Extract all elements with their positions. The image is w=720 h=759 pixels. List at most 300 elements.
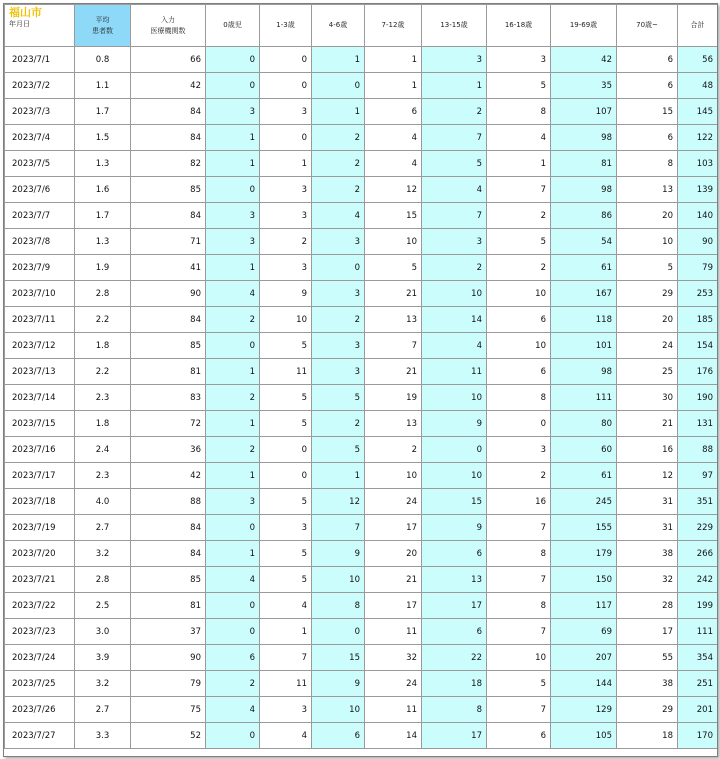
age-count-cell: 3	[487, 47, 551, 73]
age-count-cell: 24	[365, 671, 422, 697]
age-count-cell: 2	[422, 99, 487, 125]
age-count-cell: 8	[487, 541, 551, 567]
age-count-cell: 129	[551, 697, 617, 723]
age-count-cell: 5	[312, 437, 365, 463]
age-count-cell: 98	[551, 125, 617, 151]
date-cell: 2023/7/21	[5, 567, 75, 593]
hospitals-cell: 84	[131, 99, 206, 125]
age-count-cell: 0	[487, 411, 551, 437]
age-count-cell: 2	[312, 151, 365, 177]
age-count-cell: 9	[422, 411, 487, 437]
age-count-cell: 15	[422, 489, 487, 515]
total-cell: 103	[678, 151, 718, 177]
age-count-cell: 2	[487, 463, 551, 489]
date-cell: 2023/7/14	[5, 385, 75, 411]
age-count-cell: 144	[551, 671, 617, 697]
total-cell: 111	[678, 619, 718, 645]
age-count-cell: 2	[312, 307, 365, 333]
age-count-cell: 5	[487, 671, 551, 697]
age-count-cell: 6	[487, 723, 551, 749]
avg-patients-cell: 2.5	[75, 593, 131, 619]
age-count-cell: 7	[312, 515, 365, 541]
age-count-cell: 0	[260, 47, 312, 73]
age-count-cell: 7	[487, 567, 551, 593]
hospitals-cell: 81	[131, 593, 206, 619]
age-count-cell: 1	[422, 73, 487, 99]
age-count-cell: 31	[617, 515, 678, 541]
age-count-cell: 2	[260, 229, 312, 255]
total-cell: 201	[678, 697, 718, 723]
date-cell: 2023/7/22	[5, 593, 75, 619]
date-cell: 2023/7/11	[5, 307, 75, 333]
age-count-cell: 7	[487, 619, 551, 645]
age-count-cell: 14	[422, 307, 487, 333]
hospitals-cell: 42	[131, 463, 206, 489]
age-count-cell: 10	[422, 463, 487, 489]
date-cell: 2023/7/15	[5, 411, 75, 437]
age-count-cell: 4	[260, 593, 312, 619]
age-count-cell: 0	[206, 723, 260, 749]
age-count-cell: 12	[312, 489, 365, 515]
hospitals-cell: 82	[131, 151, 206, 177]
age-count-cell: 17	[365, 515, 422, 541]
age-count-cell: 4	[422, 177, 487, 203]
table-row	[5, 255, 718, 281]
age-count-cell: 80	[551, 411, 617, 437]
age-count-cell: 10	[617, 229, 678, 255]
avg-patients-cell: 1.7	[75, 99, 131, 125]
age-count-cell: 69	[551, 619, 617, 645]
age-count-cell: 54	[551, 229, 617, 255]
age-count-cell: 3	[206, 99, 260, 125]
age-count-cell: 5	[260, 411, 312, 437]
age-count-cell: 3	[206, 229, 260, 255]
avg-patients-cell: 2.2	[75, 307, 131, 333]
hospitals-cell: 84	[131, 541, 206, 567]
avg-patients-cell: 3.9	[75, 645, 131, 671]
total-cell: 79	[678, 255, 718, 281]
age-count-cell: 6	[617, 125, 678, 151]
age-count-cell: 21	[365, 281, 422, 307]
age-header-5: 16-18歳	[487, 5, 551, 47]
date-cell: 2023/7/27	[5, 723, 75, 749]
date-cell: 2023/7/12	[5, 333, 75, 359]
age-header-6: 19-69歳	[551, 5, 617, 47]
age-count-cell: 17	[365, 593, 422, 619]
hosp-label-line2: 医療機関数	[150, 26, 186, 35]
date-cell: 2023/7/18	[5, 489, 75, 515]
hospitals-cell: 52	[131, 723, 206, 749]
age-count-cell: 10	[260, 307, 312, 333]
age-count-cell: 18	[422, 671, 487, 697]
hospitals-cell: 81	[131, 359, 206, 385]
age-count-cell: 1	[365, 47, 422, 73]
age-count-cell: 32	[617, 567, 678, 593]
table-row	[5, 541, 718, 567]
age-count-cell: 18	[617, 723, 678, 749]
table-row	[5, 723, 718, 749]
age-count-cell: 38	[617, 541, 678, 567]
age-count-cell: 25	[617, 359, 678, 385]
total-cell: 242	[678, 567, 718, 593]
age-count-cell: 5	[260, 385, 312, 411]
age-count-cell: 20	[617, 203, 678, 229]
age-count-cell: 1	[206, 359, 260, 385]
age-count-cell: 3	[260, 203, 312, 229]
age-count-cell: 1	[312, 99, 365, 125]
date-cell: 2023/7/10	[5, 281, 75, 307]
age-count-cell: 3	[260, 515, 312, 541]
age-count-cell: 20	[365, 541, 422, 567]
total-cell: 170	[678, 723, 718, 749]
hospitals-cell: 84	[131, 203, 206, 229]
table-row	[5, 619, 718, 645]
age-count-cell: 2	[312, 177, 365, 203]
table-row	[5, 151, 718, 177]
hospitals-cell: 84	[131, 125, 206, 151]
table-row	[5, 463, 718, 489]
age-count-cell: 179	[551, 541, 617, 567]
age-count-cell: 16	[617, 437, 678, 463]
age-count-cell: 6	[422, 541, 487, 567]
age-count-cell: 15	[617, 99, 678, 125]
age-count-cell: 12	[365, 177, 422, 203]
table-row	[5, 177, 718, 203]
age-count-cell: 10	[422, 385, 487, 411]
hospitals-cell: 75	[131, 697, 206, 723]
age-count-cell: 107	[551, 99, 617, 125]
age-count-cell: 0	[260, 73, 312, 99]
age-count-cell: 1	[206, 125, 260, 151]
age-count-cell: 10	[422, 281, 487, 307]
total-cell: 122	[678, 125, 718, 151]
age-count-cell: 11	[365, 619, 422, 645]
age-count-cell: 3	[260, 177, 312, 203]
hospitals-cell: 37	[131, 619, 206, 645]
date-cell: 2023/7/3	[5, 99, 75, 125]
patient-count-table	[4, 4, 718, 749]
table-row	[5, 125, 718, 151]
date-cell: 2023/7/7	[5, 203, 75, 229]
age-count-cell: 1	[206, 541, 260, 567]
age-count-cell: 21	[365, 567, 422, 593]
total-header: 合計	[678, 5, 718, 47]
table-row	[5, 671, 718, 697]
avg-patients-cell: 0.8	[75, 47, 131, 73]
date-cell: 2023/7/6	[5, 177, 75, 203]
age-count-cell: 17	[617, 619, 678, 645]
age-count-cell: 4	[487, 125, 551, 151]
age-count-cell: 0	[206, 333, 260, 359]
age-count-cell: 3	[312, 359, 365, 385]
total-cell: 131	[678, 411, 718, 437]
city-name: 福山市	[9, 6, 42, 19]
age-count-cell: 1	[365, 73, 422, 99]
date-cell: 2023/7/13	[5, 359, 75, 385]
hospitals-cell: 83	[131, 385, 206, 411]
age-count-cell: 5	[365, 255, 422, 281]
date-cell: 2023/7/1	[5, 47, 75, 73]
table-row	[5, 697, 718, 723]
avg-patients-cell: 3.2	[75, 541, 131, 567]
avg-patients-cell: 1.1	[75, 73, 131, 99]
date-column-label: 年月日	[9, 20, 30, 28]
age-header-7: 70歳~	[617, 5, 678, 47]
age-count-cell: 8	[617, 151, 678, 177]
age-count-cell: 0	[422, 437, 487, 463]
age-count-cell: 30	[617, 385, 678, 411]
age-count-cell: 4	[312, 203, 365, 229]
age-header-2: 4-6歳	[312, 5, 365, 47]
avg-patients-cell: 3.0	[75, 619, 131, 645]
age-count-cell: 0	[260, 463, 312, 489]
hospitals-cell: 88	[131, 489, 206, 515]
age-count-cell: 150	[551, 567, 617, 593]
age-count-cell: 2	[487, 255, 551, 281]
age-count-cell: 2	[206, 671, 260, 697]
avg-patients-cell: 4.0	[75, 489, 131, 515]
hospitals-cell: 90	[131, 645, 206, 671]
age-count-cell: 5	[422, 151, 487, 177]
table-row	[5, 645, 718, 671]
hospitals-cell: 84	[131, 307, 206, 333]
table-row	[5, 229, 718, 255]
age-count-cell: 10	[487, 645, 551, 671]
date-cell: 2023/7/17	[5, 463, 75, 489]
age-count-cell: 0	[206, 619, 260, 645]
date-cell: 2023/7/16	[5, 437, 75, 463]
age-count-cell: 5	[487, 229, 551, 255]
age-count-cell: 0	[312, 619, 365, 645]
total-cell: 139	[678, 177, 718, 203]
age-count-cell: 10	[487, 333, 551, 359]
total-cell: 199	[678, 593, 718, 619]
age-count-cell: 22	[422, 645, 487, 671]
hospitals-cell: 41	[131, 255, 206, 281]
age-count-cell: 4	[422, 333, 487, 359]
age-count-cell: 2	[365, 437, 422, 463]
total-cell: 351	[678, 489, 718, 515]
age-count-cell: 7	[260, 645, 312, 671]
age-count-cell: 5	[260, 541, 312, 567]
hospitals-cell: 85	[131, 177, 206, 203]
age-count-cell: 0	[312, 255, 365, 281]
age-count-cell: 155	[551, 515, 617, 541]
total-cell: 229	[678, 515, 718, 541]
age-count-cell: 1	[206, 411, 260, 437]
age-count-cell: 6	[487, 307, 551, 333]
age-count-cell: 42	[551, 47, 617, 73]
age-count-cell: 16	[487, 489, 551, 515]
age-count-cell: 11	[365, 697, 422, 723]
table-row	[5, 385, 718, 411]
age-count-cell: 6	[206, 645, 260, 671]
age-count-cell: 6	[365, 99, 422, 125]
date-cell: 2023/7/9	[5, 255, 75, 281]
age-count-cell: 9	[422, 515, 487, 541]
age-count-cell: 3	[312, 333, 365, 359]
age-count-cell: 14	[365, 723, 422, 749]
avg-patients-cell: 1.7	[75, 203, 131, 229]
age-count-cell: 1	[312, 463, 365, 489]
age-count-cell: 15	[312, 645, 365, 671]
age-count-cell: 10	[365, 463, 422, 489]
age-count-cell: 1	[312, 47, 365, 73]
age-count-cell: 24	[617, 333, 678, 359]
age-count-cell: 15	[365, 203, 422, 229]
age-count-cell: 35	[551, 73, 617, 99]
date-cell: 2023/7/5	[5, 151, 75, 177]
age-count-cell: 6	[487, 359, 551, 385]
age-count-cell: 3	[206, 489, 260, 515]
age-count-cell: 17	[422, 593, 487, 619]
age-count-cell: 10	[365, 229, 422, 255]
avg-patients-cell: 1.6	[75, 177, 131, 203]
age-count-cell: 11	[260, 671, 312, 697]
age-count-cell: 6	[617, 73, 678, 99]
hospitals-cell: 85	[131, 333, 206, 359]
avg-patients-cell: 2.7	[75, 515, 131, 541]
age-count-cell: 9	[312, 541, 365, 567]
age-count-cell: 4	[260, 723, 312, 749]
age-count-cell: 3	[260, 99, 312, 125]
age-count-cell: 29	[617, 697, 678, 723]
hospitals-cell: 71	[131, 229, 206, 255]
total-cell: 88	[678, 437, 718, 463]
age-count-cell: 21	[617, 411, 678, 437]
hospitals-header	[131, 5, 206, 47]
age-count-cell: 117	[551, 593, 617, 619]
age-count-cell: 2	[206, 385, 260, 411]
table-row	[5, 203, 718, 229]
age-count-cell: 10	[312, 697, 365, 723]
date-cell: 2023/7/24	[5, 645, 75, 671]
table-row	[5, 567, 718, 593]
age-count-cell: 3	[260, 255, 312, 281]
age-count-cell: 7	[365, 333, 422, 359]
age-count-cell: 3	[422, 229, 487, 255]
avg-patients-cell: 2.8	[75, 567, 131, 593]
age-count-cell: 1	[206, 255, 260, 281]
age-count-cell: 1	[206, 463, 260, 489]
avg-patients-cell: 3.3	[75, 723, 131, 749]
age-count-cell: 31	[617, 489, 678, 515]
age-count-cell: 13	[365, 307, 422, 333]
age-count-cell: 8	[422, 697, 487, 723]
hospitals-cell: 84	[131, 515, 206, 541]
age-count-cell: 11	[422, 359, 487, 385]
age-count-cell: 5	[260, 567, 312, 593]
total-cell: 97	[678, 463, 718, 489]
age-count-cell: 29	[617, 281, 678, 307]
total-cell: 154	[678, 333, 718, 359]
age-count-cell: 2	[312, 411, 365, 437]
age-count-cell: 7	[487, 515, 551, 541]
age-count-cell: 8	[487, 385, 551, 411]
age-count-cell: 0	[206, 515, 260, 541]
age-count-cell: 1	[260, 619, 312, 645]
date-cell: 2023/7/26	[5, 697, 75, 723]
avg-patients-cell: 2.8	[75, 281, 131, 307]
age-count-cell: 2	[206, 307, 260, 333]
age-count-cell: 2	[206, 437, 260, 463]
age-count-cell: 8	[487, 593, 551, 619]
avg-patients-cell: 1.5	[75, 125, 131, 151]
age-count-cell: 3	[312, 281, 365, 307]
hospitals-cell: 79	[131, 671, 206, 697]
hospitals-cell: 42	[131, 73, 206, 99]
age-count-cell: 13	[365, 411, 422, 437]
date-cell: 2023/7/8	[5, 229, 75, 255]
age-count-cell: 4	[365, 151, 422, 177]
avg-label-line1: 平均	[95, 15, 110, 24]
age-count-cell: 2	[487, 203, 551, 229]
age-count-cell: 5	[260, 333, 312, 359]
age-count-cell: 4	[206, 281, 260, 307]
age-count-cell: 55	[617, 645, 678, 671]
age-count-cell: 60	[551, 437, 617, 463]
age-count-cell: 2	[312, 125, 365, 151]
age-count-cell: 7	[422, 125, 487, 151]
total-cell: 185	[678, 307, 718, 333]
table-row	[5, 437, 718, 463]
age-count-cell: 105	[551, 723, 617, 749]
avg-patients-cell: 1.9	[75, 255, 131, 281]
age-count-cell: 207	[551, 645, 617, 671]
hosp-label-line1: 入力	[161, 15, 175, 24]
age-count-cell: 1	[260, 151, 312, 177]
age-count-cell: 19	[365, 385, 422, 411]
age-count-cell: 17	[422, 723, 487, 749]
avg-patients-cell: 2.4	[75, 437, 131, 463]
age-count-cell: 12	[617, 463, 678, 489]
age-count-cell: 13	[422, 567, 487, 593]
age-count-cell: 21	[365, 359, 422, 385]
hospitals-cell: 66	[131, 47, 206, 73]
age-count-cell: 5	[260, 489, 312, 515]
table-row	[5, 281, 718, 307]
age-count-cell: 3	[260, 697, 312, 723]
age-count-cell: 0	[260, 437, 312, 463]
age-count-cell: 10	[312, 567, 365, 593]
age-count-cell: 98	[551, 177, 617, 203]
total-cell: 56	[678, 47, 718, 73]
date-cell: 2023/7/4	[5, 125, 75, 151]
avg-patients-cell: 2.2	[75, 359, 131, 385]
date-cell: 2023/7/20	[5, 541, 75, 567]
age-header-1: 1-3歳	[260, 5, 312, 47]
age-count-cell: 0	[206, 177, 260, 203]
hospitals-cell: 90	[131, 281, 206, 307]
age-count-cell: 4	[206, 697, 260, 723]
age-count-cell: 61	[551, 463, 617, 489]
age-count-cell: 10	[487, 281, 551, 307]
age-count-cell: 1	[487, 151, 551, 177]
total-cell: 253	[678, 281, 718, 307]
age-count-cell: 86	[551, 203, 617, 229]
age-count-cell: 24	[365, 489, 422, 515]
age-count-cell: 0	[206, 47, 260, 73]
age-count-cell: 7	[487, 177, 551, 203]
age-count-cell: 98	[551, 359, 617, 385]
avg-patients-cell: 2.3	[75, 463, 131, 489]
age-count-cell: 6	[312, 723, 365, 749]
date-cell: 2023/7/2	[5, 73, 75, 99]
age-count-cell: 13	[617, 177, 678, 203]
avg-patients-cell: 1.3	[75, 151, 131, 177]
total-cell: 190	[678, 385, 718, 411]
table-row	[5, 333, 718, 359]
